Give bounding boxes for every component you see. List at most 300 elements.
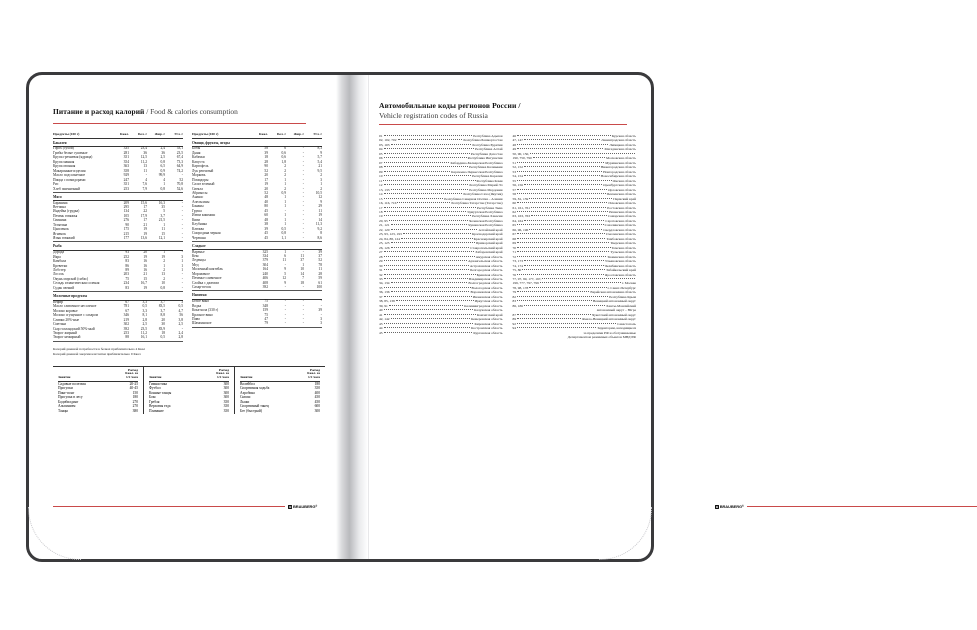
leader-dots [384, 198, 444, 199]
nutrition-fat: 10 [300, 267, 304, 272]
nutrition-row [192, 322, 322, 327]
nutrition-product-name: Шампанское [192, 322, 248, 327]
activity-table-1 [58, 367, 138, 414]
leader-dots [517, 300, 592, 301]
region-name: Республика Хакасия [472, 214, 503, 219]
leader-dots [517, 171, 602, 172]
region-code: 03, 103 [379, 142, 390, 147]
nutrition-kcal: 134 [123, 209, 129, 214]
region-code: 49 [512, 147, 516, 152]
nutrition-carbs: 1 [181, 259, 183, 264]
nutrition-product-name: Кока-кола (330 г) [192, 308, 219, 313]
leader-dots [530, 153, 635, 154]
leader-dots [517, 247, 611, 248]
nutrition-product-name: Горох (сухой) [53, 146, 74, 151]
nutrition-protein: 12 [282, 276, 286, 281]
region-code: 86, 186 [512, 303, 523, 308]
nutrition-carbs: 39 [318, 249, 322, 254]
leader-dots [517, 189, 607, 190]
nutrition-protein: 23,5 [140, 326, 147, 331]
nutrition-carbs: 3 [304, 322, 322, 327]
nutrition-protein: 4 [145, 177, 147, 182]
activity-kcal: 380 [132, 409, 138, 414]
nutrition-carbs: - [181, 222, 183, 227]
nutrition-fat: 12,1 [147, 237, 165, 242]
nutrition-kcal: 79 [248, 322, 268, 327]
nutrition-kcal: 351 [123, 182, 129, 187]
nutrition-protein: - [284, 262, 286, 267]
leader-dots [524, 175, 600, 176]
nutrition-kcal: 83 [125, 259, 129, 264]
activity-name: Волейбол [240, 381, 255, 386]
nutrition-carbs: - [181, 209, 183, 214]
nutrition-protein: 2,8 [142, 317, 147, 322]
leader-dots [384, 184, 469, 185]
nutrition-col-fat: Жир. г [286, 133, 304, 138]
nutrition-fat: 0,5 [147, 336, 165, 341]
activity-kcal: 400 [314, 390, 320, 395]
nutrition-kcal: 52 [264, 168, 268, 173]
region-name: Орловская область [607, 187, 636, 192]
region-code: 21, 121 [379, 223, 390, 228]
region-name: Липецкая область [609, 142, 636, 147]
nutrition-protein: 19 [143, 254, 147, 259]
nutrition-fat: 14 [300, 271, 304, 276]
nutrition-group-header [192, 138, 322, 147]
nutrition-fat: 5 [163, 209, 165, 214]
nutrition-col-protein: Бел. г [268, 133, 286, 138]
region-code: 47, 147 [512, 138, 523, 143]
nutrition-product-name: Бананы [192, 204, 204, 209]
nutrition-fat: - [302, 204, 304, 209]
leader-dots [517, 242, 609, 243]
region-code: 36, 136 [379, 290, 390, 295]
nutrition-kcal: 93 [125, 250, 129, 255]
nutrition-kcal: 406 [262, 276, 268, 281]
nutrition-carbs: - [181, 272, 183, 277]
nutrition-carbs: 29 [318, 204, 322, 209]
region-name: Саратовская область [605, 218, 636, 223]
nutrition-carbs: 23,5 [176, 150, 183, 155]
leader-dots [384, 265, 469, 266]
nutrition-protein: 17 [143, 205, 147, 210]
nutrition-carbs: 19 [318, 213, 322, 218]
leader-dots [384, 157, 467, 158]
nutrition-carbs: 2 [320, 173, 322, 178]
nutrition-protein: 0,8 [281, 231, 286, 236]
region-code: 56, 156 [512, 183, 523, 188]
nutrition-carbs: 9 [320, 150, 322, 155]
leader-dots [517, 202, 607, 203]
nutrition-protein: 16 [143, 259, 147, 264]
region-code: 05 [379, 151, 383, 156]
leader-dots [531, 207, 606, 208]
activity-table-2 [149, 367, 229, 414]
nutrition-column-2 [192, 133, 322, 342]
region-code: 01 [379, 134, 383, 138]
region-code: 44 [379, 326, 383, 331]
leader-dots [533, 157, 605, 158]
region-name: Тюменская область [607, 254, 636, 259]
region-code: 23, 93, 123, 193 [379, 232, 402, 237]
right-page-footer [715, 504, 977, 509]
nutrition-fat: - [286, 286, 304, 291]
nutrition-protein: - [284, 299, 286, 304]
nutrition-carbs: - [181, 326, 183, 331]
nutrition-protein: 1 [284, 177, 286, 182]
nutrition-kcal: 295 [123, 205, 129, 210]
region-name: Ханты-Мансийский [606, 303, 636, 308]
nutrition-group-label: Рыба [53, 242, 183, 251]
region-code: 28 [379, 254, 383, 259]
nutrition-protein: 13 [143, 164, 147, 169]
region-name: Костромская область [471, 326, 503, 331]
nutrition-kcal: 325 [262, 249, 268, 254]
leader-dots [384, 309, 474, 310]
region-code: 83 [512, 299, 516, 304]
activity-name: Пинг-понг [58, 390, 75, 395]
region-code: 24, 84, 88, 124 [379, 236, 400, 241]
leader-dots [391, 229, 478, 230]
nutrition-product-name: Сыр голландский 50%-ный [53, 326, 95, 331]
nutrition-carbs: 1 [181, 268, 183, 273]
leader-dots [384, 314, 476, 315]
region-code: 61, 161, 761 [512, 205, 530, 210]
nutrition-product-name: Белое вино [192, 299, 210, 304]
nutrition-carbs: 11 [318, 208, 322, 213]
region-code: 67 [512, 232, 516, 237]
region-code: 51 [512, 160, 516, 165]
nutrition-protein: 11 [143, 168, 147, 173]
region-name: автономный округ – Югра [596, 308, 636, 313]
nutrition-kcal: 90 [125, 222, 129, 227]
region-code: 68 [512, 236, 516, 241]
region-code: 27 [379, 250, 383, 255]
nutrition-kcal: 234 [123, 281, 129, 286]
nutrition-product-name: Свекла [192, 186, 203, 191]
activity-name: Танцы [58, 409, 68, 414]
activity-kcal: 180 [132, 395, 138, 400]
nutrition-kcal: 45 [264, 231, 268, 236]
nutrition-carbs: - [181, 218, 183, 223]
nutrition-product-name: Дыня [192, 150, 201, 155]
nutrition-fat: 18 [161, 331, 165, 336]
region-code: 58 [512, 192, 516, 197]
leader-dots [384, 260, 468, 261]
nutrition-product-name: Крупа манная [53, 159, 75, 164]
region-code: 32 [379, 272, 383, 277]
nutrition-carbs: 2,5 [178, 322, 183, 327]
activity-kcal: 600 [314, 404, 320, 409]
region-name: Чувашская Республика [468, 223, 503, 228]
region-code-column-1 [379, 134, 503, 340]
nutrition-carbs: 5,7 [317, 155, 322, 160]
nutrition-protein: 1,1 [268, 236, 286, 241]
region-name: Кировская область [474, 321, 503, 326]
nutrition-product-name: Слойка с джемом [192, 280, 219, 285]
region-code: 46 [512, 134, 516, 138]
right-page [365, 75, 744, 559]
nutrition-fat: - [302, 308, 304, 313]
region-name: Республика Ингушетия [467, 156, 503, 161]
nutrition-kcal: 38 [264, 222, 268, 227]
nutrition-group-header [53, 291, 183, 300]
region-code: 06 [379, 156, 383, 161]
nutrition-col-product: Продукты (100 г) [53, 133, 109, 138]
leader-dots [389, 305, 463, 306]
region-name: Республика Саха (Якутия) [463, 192, 503, 197]
nutrition-carbs: 5,4 [317, 159, 322, 164]
nutrition-fat: - [302, 195, 304, 200]
nutrition-protein: 16 [143, 268, 147, 273]
region-code: 09 [379, 169, 383, 174]
leader-dots [517, 211, 608, 212]
nutrition-product-name: Клубника [192, 222, 207, 227]
nutrition-row [53, 336, 183, 341]
region-name: Челябинская область [604, 263, 636, 268]
nutrition-fat: 21,5 [158, 218, 165, 223]
leader-dots [517, 256, 606, 257]
nutrition-carbs: 39 [318, 308, 322, 313]
nutrition-col-product: Продукты (100 г) [192, 133, 248, 138]
leader-dots [529, 198, 612, 199]
region-code: 64, 164 [512, 218, 523, 223]
nutrition-protein: 7,9 [129, 187, 147, 192]
leader-dots [517, 144, 608, 145]
region-code: 29 [379, 259, 383, 264]
region-name: Иркутская область [474, 299, 503, 304]
nutrition-protein: 19 [129, 286, 147, 291]
nutrition-kcal: 346 [123, 313, 129, 318]
nutrition-protein: 21 [143, 272, 147, 277]
region-code: 43 [379, 321, 383, 326]
region-name: Ульяновская область [605, 259, 636, 264]
activity-column-2 [143, 367, 234, 414]
nutrition-carbs: 67,4 [176, 155, 183, 160]
nutrition-fat: - [302, 182, 304, 187]
nutrition-carbs: 52,6 [165, 187, 183, 192]
nutrition-product-name: Окунь морской (сибас) [53, 276, 89, 281]
leader-dots [542, 278, 635, 279]
nutrition-product-name: Камбала [53, 259, 67, 264]
region-code: 50, 90, 150, [512, 151, 530, 156]
leader-dots [384, 211, 467, 212]
nutrition-protein: 1 [284, 222, 286, 227]
nutrition-carbs: 10,5 [315, 191, 322, 195]
nutrition-product-name: Печенье сливочное [192, 276, 222, 281]
nutrition-kcal: 253 [109, 187, 129, 192]
right-title-en: Vehicle registration codes of Russia [379, 111, 488, 120]
activity-name: Спортивная ходьба [240, 386, 270, 391]
nutrition-protein: 19 [143, 231, 147, 236]
nutrition-carbs: - [181, 281, 183, 286]
leader-dots [384, 171, 451, 172]
leader-dots [384, 296, 472, 297]
region-name: Республика Бурятия [472, 142, 503, 147]
region-name: Мурманская область [605, 160, 636, 165]
leader-dots [396, 300, 474, 301]
nutrition-group-label: Мясо [53, 192, 183, 201]
region-code: 72 [512, 254, 516, 259]
region-code: 60 [512, 201, 516, 206]
region-name: Республика Калмыкия [469, 165, 503, 170]
nutrition-carbs: 52 [318, 258, 322, 263]
leader-dots [517, 224, 604, 225]
nutrition-protein: 2 [284, 186, 286, 191]
region-name: Алтайский край [478, 227, 503, 232]
leader-dots [524, 220, 604, 221]
nutrition-protein: 1,8 [281, 159, 286, 164]
nutrition-protein: 16,7 [140, 281, 147, 286]
nutrition-fat: - [302, 159, 304, 164]
nutrition-fat: - [302, 173, 304, 178]
region-name: Волгоградская область [468, 281, 503, 286]
nutrition-carbs: 11,3 [315, 222, 322, 227]
region-code: 31 [379, 268, 383, 273]
region-code-column-2 [513, 134, 637, 340]
nutrition-carbs: - [181, 227, 183, 232]
activity-name: Прогулка в лесу [58, 395, 83, 400]
nutrition-col-carbs: Угл. г [165, 133, 183, 138]
leader-dots [384, 148, 475, 149]
nutrition-protein: 15,6 [140, 200, 147, 205]
region-name: Республика Адыгея [473, 134, 503, 138]
nutrition-protein: 1 [284, 182, 286, 187]
activity-name: Аэробика [240, 390, 255, 395]
region-code: 89 [512, 317, 516, 322]
nutrition-carbs: 28 [318, 271, 322, 276]
nutrition-fat: - [302, 217, 304, 222]
nutrition-product-name: Макаронные изделия [53, 168, 86, 173]
leader-dots [529, 229, 602, 230]
region-code: 94 [512, 326, 516, 331]
activity-kcal: 350 [223, 409, 229, 414]
nutrition-carbs: - [181, 213, 183, 218]
region-name: г. Москва [621, 281, 636, 286]
activity-kcal: 180 [314, 381, 320, 386]
activity-row [149, 410, 229, 415]
nutrition-fat: 2 [163, 259, 165, 264]
region-code: 19 [379, 214, 383, 219]
nutrition-group-header [53, 138, 183, 147]
nutrition-protein: 7,6 [142, 182, 147, 187]
leader-dots [524, 305, 605, 306]
region-name: Республика Крым [609, 294, 636, 299]
leader-dots [517, 162, 604, 163]
nutrition-carbs: 9,5 [317, 168, 322, 173]
region-code: 11 [379, 178, 383, 183]
nutrition-product-name: Баранина [53, 200, 68, 205]
nutrition-product-name: Сливки 20%-ные [53, 317, 80, 322]
nutrition-protein: 22 [143, 209, 147, 214]
activity-name: Бодибилдинг [58, 399, 79, 404]
leader-dots [384, 269, 470, 270]
leader-dots [401, 238, 473, 239]
region-name: Калининградская область [464, 303, 503, 308]
nutrition-protein: 13,6 [129, 237, 147, 242]
nutrition-protein: 11,2 [140, 159, 147, 164]
region-name: Тульская область [610, 250, 636, 255]
nutrition-fat: 2 [163, 268, 165, 273]
nutrition-protein: 0,6 [281, 150, 286, 155]
leader-dots [384, 332, 473, 333]
activity-kcal: 350 [314, 386, 320, 391]
region-code: 22, 120 [379, 227, 390, 232]
region-name: Севастополь [617, 321, 636, 326]
region-code: 63, 163, 763 [512, 214, 530, 219]
leader-dots [384, 256, 475, 257]
nutrition-kcal: 83 [109, 286, 129, 291]
nutrition-product-name: Творог нежирный [53, 336, 109, 341]
left-title-en: Food & calories consumption [150, 107, 238, 116]
activity-name: Конные танцы [149, 390, 172, 395]
nutrition-carbs: 11 [318, 267, 322, 272]
region-code: 04 [379, 147, 383, 152]
nutrition-fat: - [302, 312, 304, 317]
nutrition-protein: 2 [284, 173, 286, 178]
leader-dots [398, 139, 463, 140]
nutrition-carbs: 21 [318, 164, 322, 169]
nutrition-carbs: 52 [179, 177, 183, 182]
nutrition-protein: 20 [143, 250, 147, 255]
leader-dots [517, 327, 596, 328]
nutrition-protein: - [284, 303, 286, 308]
nutrition-product-name: Судак свежий [53, 286, 109, 291]
nutrition-product-name: Смородина черная [192, 231, 221, 236]
region-name: Вологодская область [471, 285, 503, 290]
nutrition-fat: 30 [161, 322, 165, 327]
nutrition-product-name: Пиво [192, 317, 200, 321]
nutrition-carbs: 14 [318, 217, 322, 222]
activity-header-name-3: Занятие [240, 367, 296, 382]
leader-dots [524, 260, 604, 261]
nutrition-protein: 3,3 [142, 308, 147, 313]
nutrition-fat: 1 [302, 262, 304, 267]
nutrition-group-header [192, 291, 322, 300]
nutrition-fat: - [302, 168, 304, 173]
nutrition-fat: 37 [300, 258, 304, 263]
nutrition-fat: 35 [161, 205, 165, 210]
open-book-spread [26, 72, 744, 562]
nutrition-product-name: Печень говяжья [53, 213, 78, 218]
nutrition-table-2 [192, 133, 322, 328]
nutrition-kcal: 80 [264, 204, 268, 209]
region-code: 25, 125 [379, 241, 390, 246]
nutrition-protein: 23,4 [140, 146, 147, 151]
nutrition-kcal: 335 [123, 146, 129, 151]
leader-dots [517, 233, 605, 234]
leader-dots [517, 180, 612, 181]
region-code: 26, 126 [379, 245, 390, 250]
activity-columns [53, 367, 325, 414]
nutrition-carbs: - [181, 205, 183, 210]
nutrition-carbs: 3 [181, 254, 183, 259]
nutrition-fat: - [302, 146, 304, 151]
nutrition-carbs: - [320, 303, 322, 308]
region-name: Астраханская область [469, 263, 503, 268]
activity-column-1 [53, 367, 143, 414]
region-code: 35 [379, 285, 383, 290]
leader-dots [524, 184, 602, 185]
nutrition-protein: - [284, 317, 286, 321]
nutrition-protein: 1 [284, 213, 286, 218]
region-name: Республика Башкортостан [463, 138, 503, 143]
nutrition-kcal: 240 [262, 271, 268, 276]
nutrition-carbs: - [181, 231, 183, 236]
nutrition-fat: 15 [161, 231, 165, 236]
leader-dots [384, 323, 474, 324]
region-code: 45 [379, 330, 383, 335]
